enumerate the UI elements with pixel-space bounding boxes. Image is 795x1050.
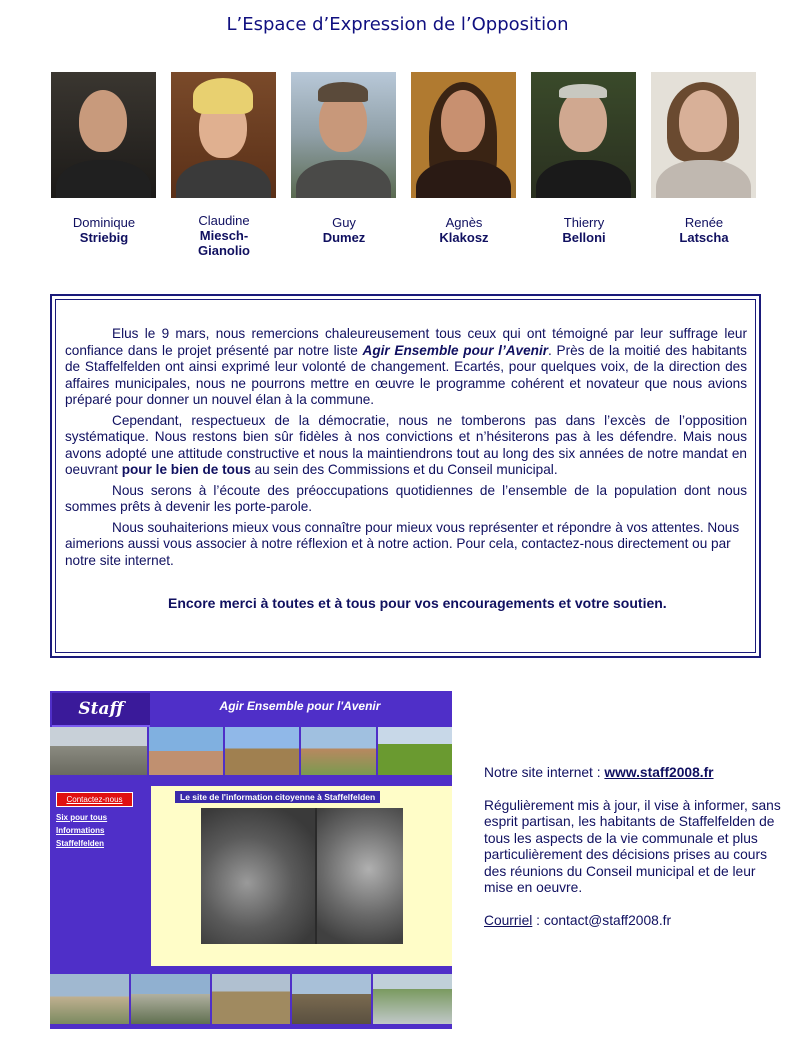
person-last-name: Dumez xyxy=(322,230,366,245)
photo-river xyxy=(373,974,452,1024)
website-info xyxy=(484,765,784,945)
email-address[interactable]: contact@staff2008.fr xyxy=(543,912,672,928)
site-nav xyxy=(56,792,133,852)
logo-text: Staff xyxy=(78,699,124,719)
header-photo-strip xyxy=(50,727,452,775)
statement-text xyxy=(65,326,747,616)
person-last-name: Belloni xyxy=(562,230,606,245)
person-first-name: Guy xyxy=(332,215,356,230)
person-first-name: Agnès xyxy=(445,215,483,230)
photo-mine-tower xyxy=(225,727,299,775)
list-name: Agir Ensemble pour l’Avenir xyxy=(362,342,549,358)
person-agnes-klakosz xyxy=(411,72,517,245)
email-line xyxy=(484,913,784,930)
site-url-link[interactable]: www.staff2008.fr xyxy=(604,765,714,780)
site-url-line xyxy=(484,765,784,782)
portrait-photo xyxy=(651,72,756,198)
photo-houses xyxy=(301,727,375,775)
website-screenshot xyxy=(50,691,452,1029)
photo-harvester xyxy=(378,727,452,775)
site-header-title: Agir Ensemble pour l'Avenir xyxy=(219,699,381,713)
site-content-panel xyxy=(151,786,452,966)
email-label: Courriel xyxy=(484,912,533,928)
paragraph-4: Nous souhaiterions mieux vous connaître pour mieux vous représenter et répondre à vos attentes. Nous aimerions aussi vous associer à notre réflexion et à notre action. Pour cela, contactez-nous directement ou par notre site internet. xyxy=(65,519,740,568)
person-last-name: Klakosz xyxy=(439,230,489,245)
nav-link-staffelfelden[interactable]: Staffelfelden xyxy=(56,839,105,848)
nav-link-informations[interactable]: Informations xyxy=(56,826,105,835)
person-guy-dumez xyxy=(291,72,397,245)
aerial-photo xyxy=(201,808,403,944)
paragraph-1-start: Elus le 9 mars, nous remercions chaleureusement tous ceux qui ont témoigné par leur suffrage leur confiance dans le projet présenté par notre liste xyxy=(65,326,747,358)
person-first-name: Renée xyxy=(684,215,724,230)
emphasis-bien-de-tous: pour le bien de tous xyxy=(121,462,251,477)
portrait-photo xyxy=(171,72,276,198)
site-content-title: Le site de l'information citoyenne à Staffelfelden xyxy=(175,791,380,803)
closing-line: Encore merci à toutes et à tous pour vos encouragements et votre soutien. xyxy=(168,595,667,611)
portrait-photo xyxy=(51,72,156,198)
person-claudine-miesch-gianolio xyxy=(171,72,277,258)
statement-box xyxy=(50,294,761,658)
person-first-name: Claudine xyxy=(198,213,250,228)
site-description: Régulièrement mis à jour, il vise à informer, sans esprit partisan, les habitants de Staffelfelden de tous les aspects de la vie communale et plus particulièrement des décisions prises au cours des réunions du Conseil municipal et de leur mise en oeuvre. xyxy=(484,797,781,895)
photo-field xyxy=(212,974,291,1024)
nav-link-six-pour-tous[interactable]: Six pour tous xyxy=(56,813,108,822)
paragraph-1 xyxy=(65,326,747,409)
photo-church xyxy=(149,727,223,775)
person-last-name: Latscha xyxy=(679,230,729,245)
person-last-name: Miesch-Gianolio xyxy=(198,228,250,258)
portrait-photo xyxy=(531,72,636,198)
photo-building xyxy=(131,974,210,1024)
person-first-name: Thierry xyxy=(563,215,605,230)
photo-railway xyxy=(292,974,371,1024)
person-last-name: Striebig xyxy=(79,230,129,245)
page-title: L’Espace d’Expression de l’Opposition xyxy=(226,14,569,35)
person-dominique-striebig xyxy=(51,72,157,245)
site-url-label: Notre site internet : xyxy=(484,765,605,780)
contact-us-button[interactable]: Contactez-nous xyxy=(56,792,133,807)
portrait-photo xyxy=(411,72,516,198)
photo-town-hall xyxy=(50,974,129,1024)
person-first-name: Dominique xyxy=(72,215,136,230)
email-separator: : xyxy=(532,912,544,928)
paragraph-2-end: au sein des Commissions et du Conseil municipal. xyxy=(250,462,558,477)
person-renee-latscha xyxy=(651,72,757,245)
site-logo xyxy=(52,693,150,727)
footer-photo-strip xyxy=(50,974,452,1024)
paragraph-2-start: Cependant, respectueux de la démocratie, nous ne tomberons pas dans l’excès de l’opposition systématique. Nous restons bien sûr fidèles à nos convictions et n’hésiterons pas à les défendre. Mais nous avons adopté une attitude constructive et nous la maintiendrons tout au long des six années de notre mandat en oeuvrant xyxy=(65,412,747,477)
portrait-photo xyxy=(291,72,396,198)
paragraph-3: Nous serons à l’écoute des préoccupations quotidiennes de l’ensemble de la population dont nous sommes prêts à devenir les porte-parole. xyxy=(65,482,747,514)
person-thierry-belloni xyxy=(531,72,637,245)
paragraph-2 xyxy=(65,413,747,479)
photo-castle xyxy=(50,727,147,775)
paragraph-1-end: . Près de la moitié des habitants de Staffelfelden ont ainsi exprimé leur volonté de changement. Ecartés, pour quelques voix, de la direction des affaires municipales, nous ne pourrons mettre en œuvre le programme cohérent et novateur que nous avions préparé pour donner un nouvel élan à la commune. xyxy=(65,342,747,407)
